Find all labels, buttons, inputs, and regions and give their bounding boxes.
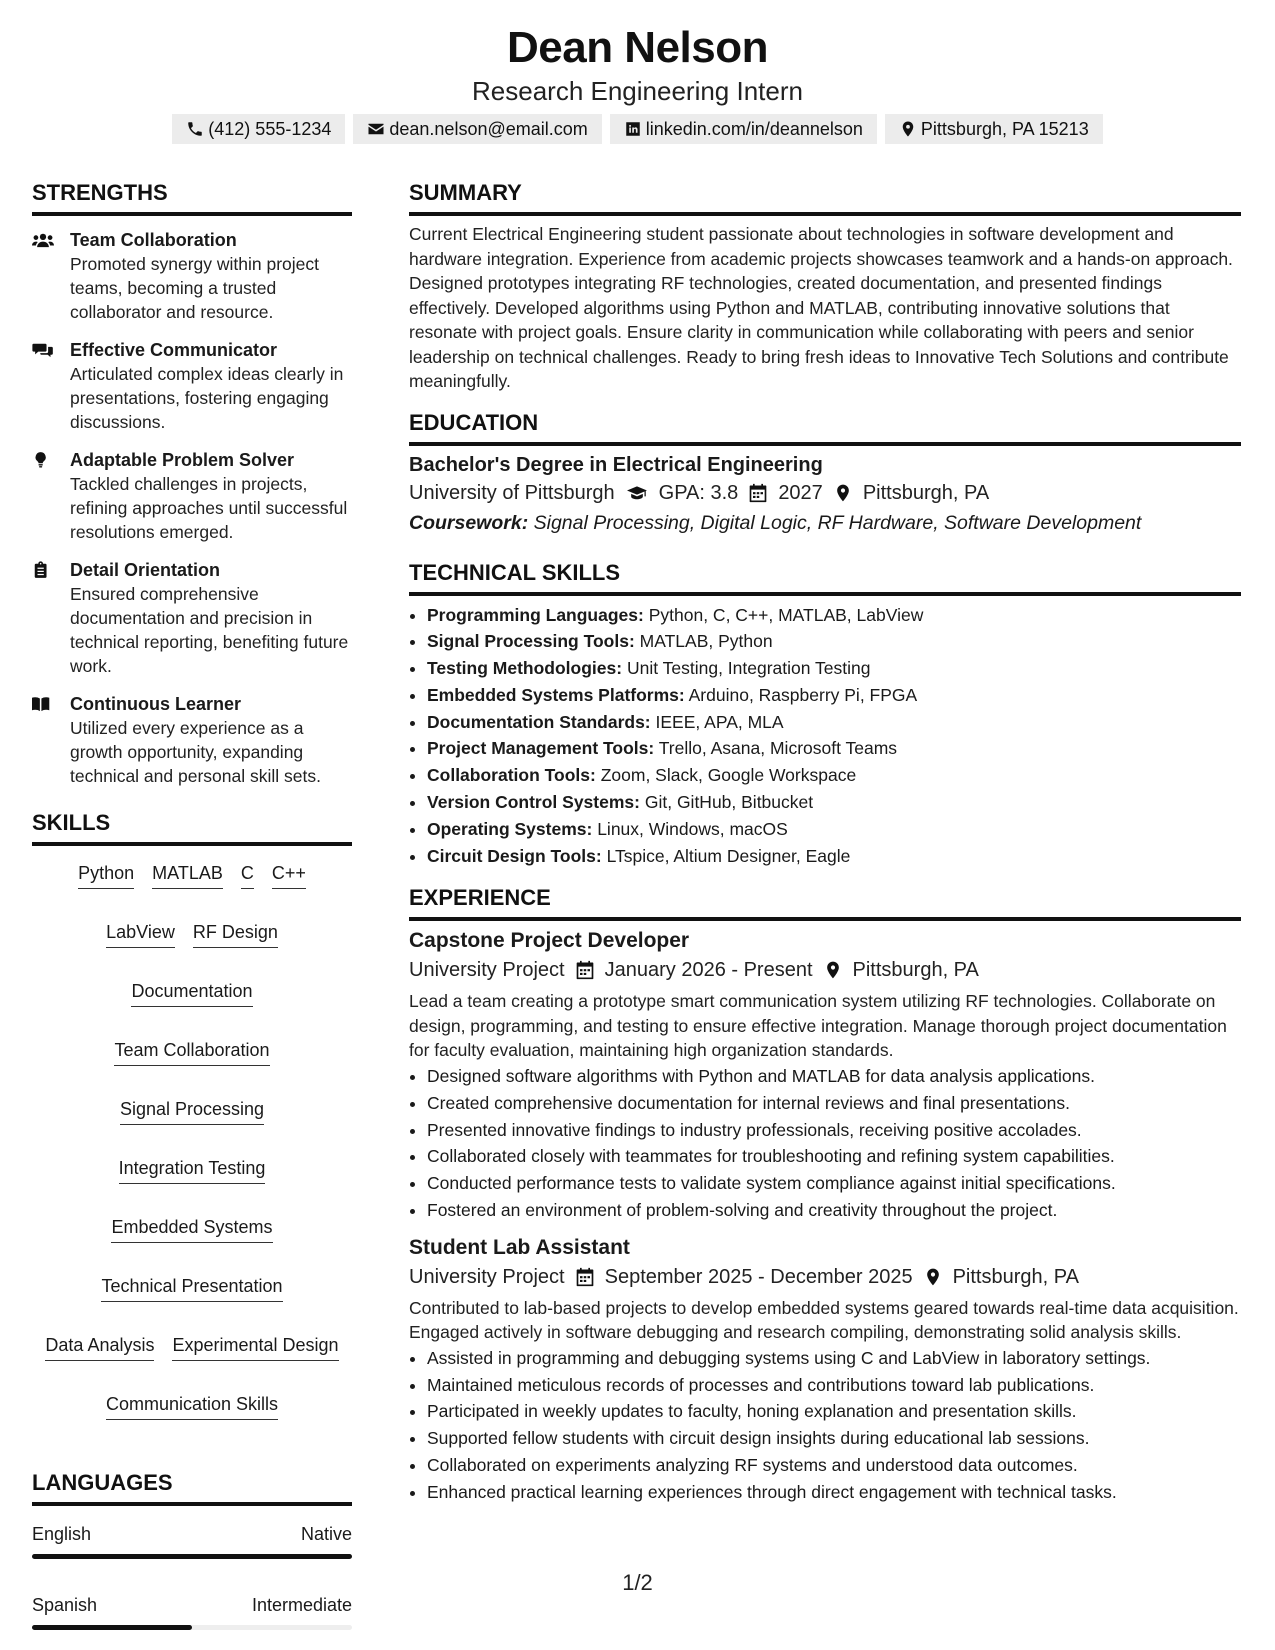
job-dates: September 2025 - December 2025 <box>604 1265 913 1288</box>
skill-tag: Technical Presentation <box>101 1273 282 1302</box>
book-icon <box>32 694 54 714</box>
language-bar-fill <box>32 1554 352 1559</box>
languages-heading: LANGUAGES <box>32 1468 352 1506</box>
language-level: Native <box>300 1524 352 1544</box>
education-heading: EDUCATION <box>409 408 1241 446</box>
coursework-list: Signal Processing, Digital Logic, RF Hardware, Software Development <box>533 511 1142 534</box>
education-year: 2027 <box>778 481 823 504</box>
skill-tag: Embedded Systems <box>111 1214 272 1243</box>
skill-tag: Data Analysis <box>45 1332 154 1361</box>
job-bullet: • Enhanced practical learning experiences through direct engagement with technical tasks. <box>427 1479 1241 1506</box>
education-meta <box>409 478 1241 508</box>
technical-skill-label: Operating Systems: <box>427 818 593 839</box>
contact-phone <box>172 114 345 144</box>
contact-location-text: Pittsburgh, PA 15213 <box>920 119 1089 139</box>
technical-skill-item <box>427 628 1241 655</box>
location-pin-icon <box>923 1267 943 1287</box>
technical-skill-value: MATLAB, Python <box>639 631 773 652</box>
job-bullet: • Collaborated closely with teammates for troubleshooting and refining system capabilities. <box>427 1143 1241 1170</box>
skill-tag: LabView <box>106 919 175 948</box>
skill-tag: RF Design <box>193 919 278 948</box>
technical-skill-value: Trello, Asana, Microsoft Teams <box>658 738 898 759</box>
job-bullet: • Collaborated on experiments analyzing RF systems and understood data outcomes. <box>427 1452 1241 1479</box>
strength-title: Detail Orientation <box>70 560 221 580</box>
contact-bar <box>0 114 1275 144</box>
experience-item <box>409 1234 1241 1506</box>
contact-location <box>885 114 1103 144</box>
experience-heading: EXPERIENCE <box>409 883 1241 921</box>
technical-skill-value: Linux, Windows, macOS <box>597 818 788 839</box>
language-name: English <box>32 1524 92 1544</box>
job-org: University Project <box>409 959 565 982</box>
job-bullet: • Participated in weekly updates to faculty, honing explanation and presentation skills. <box>427 1398 1241 1425</box>
strength-title: Continuous Learner <box>70 694 242 714</box>
envelope-icon <box>367 120 385 138</box>
technical-skill-value: LTspice, Altium Designer, Eagle <box>606 845 851 866</box>
candidate-name: Dean Nelson <box>506 23 768 72</box>
strength-item <box>32 228 352 324</box>
right-column <box>409 178 1241 1516</box>
contact-email[interactable] <box>353 114 601 144</box>
coursework <box>409 508 1241 538</box>
language-item <box>32 1518 352 1559</box>
technical-skill-item <box>427 816 1241 843</box>
strength-item <box>32 338 352 434</box>
strength-title: Team Collaboration <box>70 230 237 250</box>
technical-skill-label: Version Control Systems: <box>427 792 640 813</box>
linkedin-icon <box>624 120 642 138</box>
coursework-label: Coursework: <box>409 511 529 534</box>
technical-skill-value: Arduino, Raspberry Pi, FPGA <box>688 684 918 705</box>
calendar-icon <box>575 960 595 980</box>
strengths-heading: STRENGTHS <box>32 178 352 216</box>
technical-skill-label: Embedded Systems Platforms: <box>427 684 685 705</box>
lightbulb-icon <box>32 450 54 470</box>
contact-email-text: dean.nelson@email.com <box>389 119 588 139</box>
skill-tag: C++ <box>272 860 306 889</box>
technical-skill-label: Circuit Design Tools: <box>427 845 602 866</box>
job-meta <box>409 955 1241 985</box>
strength-desc: Tackled challenges in projects, refining approaches until successful resolutions emerged. <box>70 474 348 542</box>
contact-linkedin[interactable] <box>610 114 877 144</box>
location-pin-icon <box>899 120 917 138</box>
language-name: Spanish <box>32 1595 98 1615</box>
technical-skill-value: Zoom, Slack, Google Workspace <box>600 765 857 786</box>
summary-text: Current Electrical Engineering student passionate about technologies in software development and hardware integration. Experience from academic projects showcases teamwork and a hands-on approach. Designed prototypes integrating RF technologies, created documentation, and presented findings effectively. Developed algorithms using Python and MATLAB, contributing innovative solutions that resonate with project goals. Ensure clarity in communication while collaborating with peers and senior leadership on technical challenges. Ready to bring fresh ideas to Innovative Tech Solutions and contribute meaningfully. <box>409 224 1233 391</box>
language-bar <box>32 1554 352 1559</box>
candidate-title: Research Engineering Intern <box>472 76 803 106</box>
skill-tag: Team Collaboration <box>114 1037 269 1066</box>
job-bullet: • Maintained meticulous records of processes and contributions toward lab publications. <box>427 1372 1241 1399</box>
job-bullet: • Conducted performance tests to validate system compliance against initial specifications. <box>427 1170 1241 1197</box>
job-meta <box>409 1262 1241 1292</box>
graduation-cap-icon <box>625 483 649 503</box>
skill-tag: Communication Skills <box>106 1391 278 1420</box>
calendar-icon <box>575 1267 595 1287</box>
technical-skill-label: Collaboration Tools: <box>427 765 596 786</box>
technical-skill-label: Programming Languages: <box>427 604 644 625</box>
technical-skill-value: Git, GitHub, Bitbucket <box>644 792 814 813</box>
job-dates: January 2026 - Present <box>604 959 813 982</box>
strength-title: Adaptable Problem Solver <box>70 450 295 470</box>
technical-skill-value: Unit Testing, Integration Testing <box>626 658 871 679</box>
experience-list <box>409 927 1241 1505</box>
strength-item <box>32 692 352 788</box>
technical-skill-item <box>427 682 1241 709</box>
clipboard-icon <box>32 560 54 580</box>
language-level: Intermediate <box>251 1595 352 1615</box>
education-degree: Bachelor's Degree in Electrical Engineering <box>409 453 823 476</box>
calendar-icon <box>748 483 768 503</box>
location-pin-icon <box>833 483 853 503</box>
strength-desc: Promoted synergy within project teams, becoming a trusted collaborator and resource. <box>70 254 319 322</box>
location-pin-icon <box>823 960 843 980</box>
technical-skill-item <box>427 655 1241 682</box>
technical-skill-value: IEEE, APA, MLA <box>655 711 784 732</box>
job-bullets <box>409 1345 1241 1506</box>
technical-skill-item <box>427 762 1241 789</box>
job-bullet: • Fostered an environment of problem-solving and creativity throughout the project. <box>427 1197 1241 1224</box>
job-description: Lead a team creating a prototype smart communication system utilizing RF technologies. Collaborate on design, programming, and testing to ensure effective integration. Manage thorough project documentation for faculty evaluation, maintaining high organization standards. <box>409 991 1227 1061</box>
technical-skill-label: Testing Methodologies: <box>427 658 623 679</box>
experience-item <box>409 927 1241 1223</box>
job-title: Capstone Project Developer <box>409 929 690 953</box>
phone-icon <box>186 120 204 138</box>
skills-list <box>32 858 352 1420</box>
job-bullets <box>409 1063 1241 1224</box>
education-location: Pittsburgh, PA <box>862 481 990 504</box>
job-location: Pittsburgh, PA <box>852 959 979 982</box>
strength-desc: Articulated complex ideas clearly in presentations, fostering engaging discussions. <box>70 364 344 432</box>
skills-heading: SKILLS <box>32 808 352 846</box>
skill-tag: Documentation <box>131 978 252 1007</box>
job-bullet: • Presented innovative findings to industry professionals, receiving positive accolades. <box>427 1117 1241 1144</box>
left-column <box>32 178 352 1648</box>
job-bullet: • Supported fellow students with circuit design insights during educational lab sessions. <box>427 1425 1241 1452</box>
strength-item <box>32 558 352 678</box>
strength-desc: Utilized every experience as a growth opportunity, expanding technical and personal skill sets. <box>70 718 321 786</box>
job-bullet: • Assisted in programming and debugging systems using C and LabView in laboratory settings. <box>427 1345 1241 1372</box>
strength-desc: Ensured comprehensive documentation and precision in technical reporting, benefiting future work. <box>70 584 349 676</box>
skill-tag: MATLAB <box>152 860 223 889</box>
job-org: University Project <box>409 1265 565 1288</box>
language-bar-fill <box>32 1625 192 1630</box>
strength-item <box>32 448 352 544</box>
skill-tag: C <box>241 860 254 889</box>
skill-tag: Python <box>78 860 134 889</box>
education-school: University of Pittsburgh <box>409 481 615 504</box>
technical-skill-item <box>427 602 1241 629</box>
technical-skill-item <box>427 735 1241 762</box>
technical-skill-item <box>427 843 1241 870</box>
summary-heading: SUMMARY <box>409 178 1241 216</box>
skill-tag: Experimental Design <box>172 1332 338 1361</box>
technical-skill-item <box>427 789 1241 816</box>
technical-skill-label: Documentation Standards: <box>427 711 651 732</box>
job-description: Contributed to lab-based projects to develop embedded systems geared towards real-time data acquisition. Engaged actively in software debugging and research compiling, demonstrating solid analysis skills. <box>409 1297 1239 1343</box>
technical-skills-heading: TECHNICAL SKILLS <box>409 558 1241 596</box>
skill-tag: Integration Testing <box>119 1155 266 1184</box>
technical-skill-item <box>427 709 1241 736</box>
technical-skill-label: Signal Processing Tools: <box>427 631 635 652</box>
job-title: Student Lab Assistant <box>409 1235 630 1259</box>
resume-header <box>0 20 1275 144</box>
skill-tag: Signal Processing <box>120 1096 264 1125</box>
technical-skills-list <box>409 602 1241 870</box>
comments-icon <box>32 340 54 360</box>
contact-linkedin-text: linkedin.com/in/deannelson <box>645 119 863 139</box>
job-bullet: • Created comprehensive documentation for internal reviews and final presentations. <box>427 1090 1241 1117</box>
education-gpa: GPA: 3.8 <box>658 481 739 504</box>
language-bar <box>32 1625 352 1630</box>
strength-title: Effective Communicator <box>70 340 278 360</box>
technical-skill-label: Project Management Tools: <box>427 738 655 759</box>
job-location: Pittsburgh, PA <box>952 1265 1079 1288</box>
users-icon <box>32 230 54 250</box>
technical-skill-value: Python, C, C++, MATLAB, LabView <box>648 604 924 625</box>
page-number: 1/2 <box>622 1570 653 1595</box>
contact-phone-text: (412) 555-1234 <box>208 119 332 139</box>
job-bullet: • Designed software algorithms with Python and MATLAB for data analysis applications. <box>427 1063 1241 1090</box>
